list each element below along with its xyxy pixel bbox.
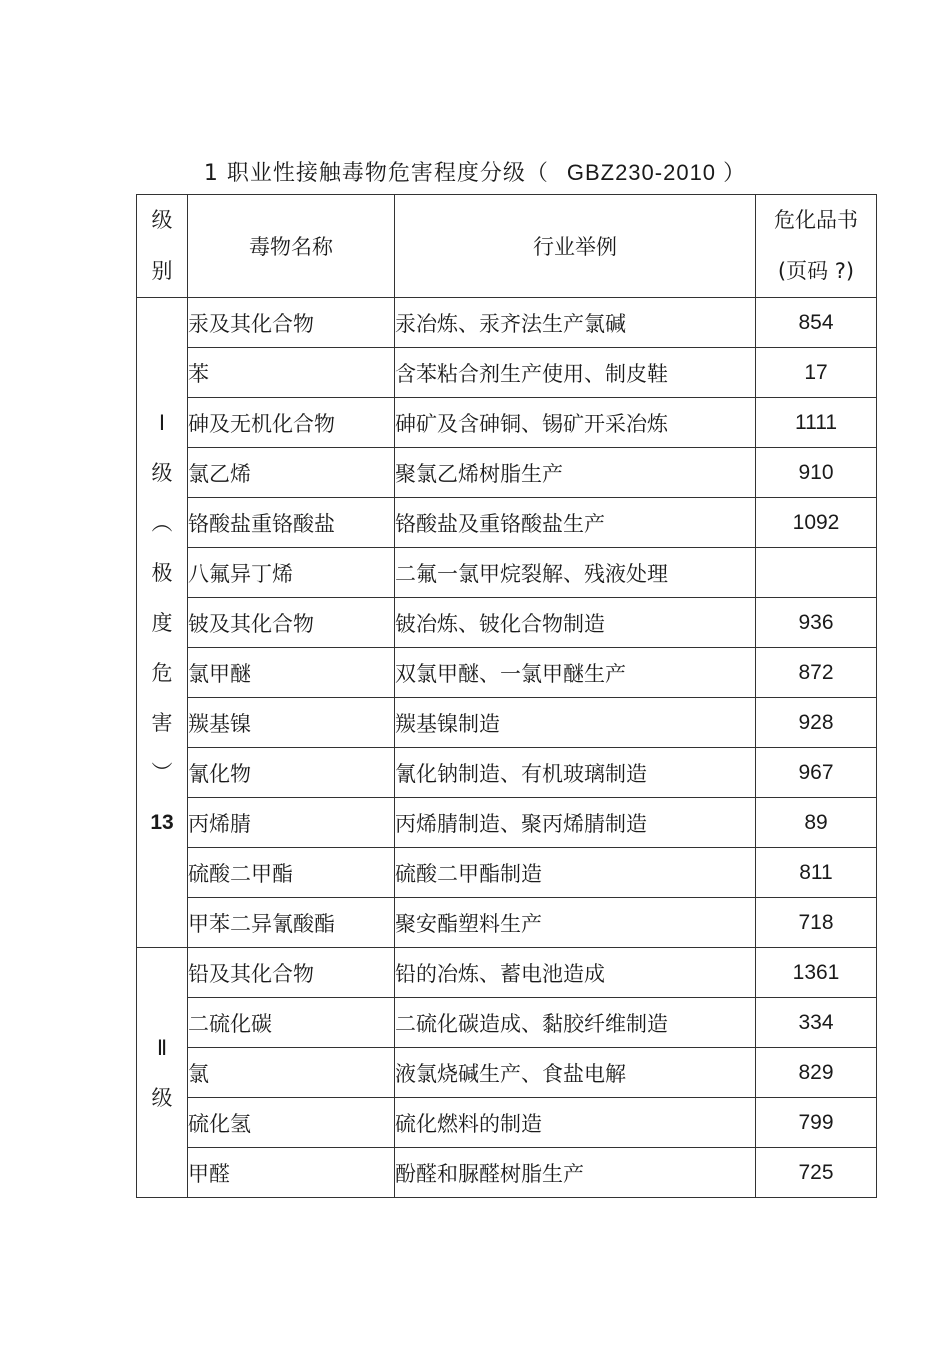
header-level-line2: 别 bbox=[151, 259, 173, 283]
page-number-cell: 725 bbox=[756, 1148, 877, 1198]
toxicant-name-cell: 二硫化碳 bbox=[188, 998, 395, 1048]
level-cell bbox=[137, 948, 188, 1198]
industry-example-cell: 砷矿及含砷铜、锡矿开采冶炼 bbox=[395, 398, 756, 448]
industry-example-cell: 酚醛和脲醛树脂生产 bbox=[395, 1148, 756, 1198]
toxicant-name-cell: 硫酸二甲酯 bbox=[188, 848, 395, 898]
table-row bbox=[137, 798, 877, 848]
toxicant-name-cell: 铅及其化合物 bbox=[188, 948, 395, 998]
header-level bbox=[137, 195, 188, 298]
level-label bbox=[137, 1023, 187, 1123]
page-number-cell: 1361 bbox=[756, 948, 877, 998]
industry-example-cell: 氰化钠制造、有机玻璃制造 bbox=[395, 748, 756, 798]
header-row bbox=[137, 195, 877, 298]
toxicant-name-cell: 羰基镍 bbox=[188, 698, 395, 748]
page-number-cell: 967 bbox=[756, 748, 877, 798]
industry-example-cell: 羰基镍制造 bbox=[395, 698, 756, 748]
page-number-cell: 718 bbox=[756, 898, 877, 948]
page-number-cell: 811 bbox=[756, 848, 877, 898]
page-number-cell bbox=[756, 548, 877, 598]
table-row bbox=[137, 898, 877, 948]
industry-example-cell: 铅的冶炼、蓄电池造成 bbox=[395, 948, 756, 998]
level-char: ︶ bbox=[151, 760, 173, 785]
document-title bbox=[0, 156, 950, 187]
table-row bbox=[137, 298, 877, 348]
table-row bbox=[137, 1148, 877, 1198]
level-char: 级 bbox=[151, 1085, 173, 1110]
page-number-cell: 89 bbox=[756, 798, 877, 848]
level-char: 极 bbox=[151, 560, 173, 585]
page-number-cell: 936 bbox=[756, 598, 877, 648]
toxicant-name-cell: 铍及其化合物 bbox=[188, 598, 395, 648]
table-row bbox=[137, 698, 877, 748]
header-page-line2: (页码 ?) bbox=[777, 259, 855, 283]
industry-example-cell: 硫化燃料的制造 bbox=[395, 1098, 756, 1148]
industry-example-cell: 二硫化碳造成、黏胶纤维制造 bbox=[395, 998, 756, 1048]
toxicant-name-cell: 硫化氢 bbox=[188, 1098, 395, 1148]
industry-example-cell: 硫酸二甲酯制造 bbox=[395, 848, 756, 898]
industry-example-cell: 汞冶炼、汞齐法生产氯碱 bbox=[395, 298, 756, 348]
page-number-cell: 854 bbox=[756, 298, 877, 348]
industry-example-cell: 铬酸盐及重铬酸盐生产 bbox=[395, 498, 756, 548]
table-row bbox=[137, 448, 877, 498]
header-page bbox=[756, 195, 877, 298]
level-char: Ⅱ bbox=[156, 1035, 168, 1060]
toxicant-name-cell: 苯 bbox=[188, 348, 395, 398]
toxicant-name-cell: 铬酸盐重铬酸盐 bbox=[188, 498, 395, 548]
industry-example-cell: 双氯甲醚、一氯甲醚生产 bbox=[395, 648, 756, 698]
table-row bbox=[137, 748, 877, 798]
industry-example-cell: 丙烯腈制造、聚丙烯腈制造 bbox=[395, 798, 756, 848]
table-row bbox=[137, 848, 877, 898]
toxicant-name-cell: 砷及无机化合物 bbox=[188, 398, 395, 448]
table-body bbox=[137, 298, 877, 1198]
industry-example-cell: 聚安酯塑料生产 bbox=[395, 898, 756, 948]
toxicant-name-cell: 汞及其化合物 bbox=[188, 298, 395, 348]
toxicant-name-cell: 氯甲醚 bbox=[188, 648, 395, 698]
level-char: 度 bbox=[151, 610, 173, 635]
toxicant-name-cell: 八氟异丁烯 bbox=[188, 548, 395, 598]
table-row bbox=[137, 948, 877, 998]
table-row bbox=[137, 1048, 877, 1098]
header-example: 行业举例 bbox=[395, 195, 756, 298]
level-count: 13 bbox=[150, 810, 174, 834]
toxicant-name-cell: 氯乙烯 bbox=[188, 448, 395, 498]
table-row bbox=[137, 348, 877, 398]
title-code: GBZ230-2010 ） bbox=[566, 160, 747, 185]
header-page-line1: 危化品书 bbox=[774, 208, 858, 232]
page-number-cell: 829 bbox=[756, 1048, 877, 1098]
industry-example-cell: 二氟一氯甲烷裂解、残液处理 bbox=[395, 548, 756, 598]
industry-example-cell: 液氯烧碱生产、食盐电解 bbox=[395, 1048, 756, 1098]
header-level-line1: 级 bbox=[151, 208, 173, 232]
level-char: Ⅰ bbox=[158, 410, 166, 435]
header-name: 毒物名称 bbox=[188, 195, 395, 298]
level-char: 危 bbox=[151, 660, 173, 685]
page-number-cell: 799 bbox=[756, 1098, 877, 1148]
title-text: 1 职业性接触毒物危害程度分级（ bbox=[203, 161, 549, 186]
table-row bbox=[137, 648, 877, 698]
page-number-cell: 1092 bbox=[756, 498, 877, 548]
table-row bbox=[137, 398, 877, 448]
toxicant-name-cell: 氯 bbox=[188, 1048, 395, 1098]
level-char: 级 bbox=[151, 460, 173, 485]
table-row bbox=[137, 598, 877, 648]
level-label bbox=[137, 398, 187, 848]
industry-example-cell: 铍冶炼、铍化合物制造 bbox=[395, 598, 756, 648]
industry-example-cell: 聚氯乙烯树脂生产 bbox=[395, 448, 756, 498]
industry-example-cell: 含苯粘合剂生产使用、制皮鞋 bbox=[395, 348, 756, 398]
toxicant-name-cell: 丙烯腈 bbox=[188, 798, 395, 848]
table-row bbox=[137, 498, 877, 548]
toxicity-table bbox=[136, 194, 877, 1198]
table-row bbox=[137, 1098, 877, 1148]
level-char: ︵ bbox=[151, 510, 173, 535]
toxicant-name-cell: 甲醛 bbox=[188, 1148, 395, 1198]
page-number-cell: 910 bbox=[756, 448, 877, 498]
toxicant-name-cell: 氰化物 bbox=[188, 748, 395, 798]
page-number-cell: 334 bbox=[756, 998, 877, 1048]
page-number-cell: 17 bbox=[756, 348, 877, 398]
table-row bbox=[137, 998, 877, 1048]
page-number-cell: 928 bbox=[756, 698, 877, 748]
toxicant-name-cell: 甲苯二异氰酸酯 bbox=[188, 898, 395, 948]
page-number-cell: 1111 bbox=[756, 398, 877, 448]
page-number-cell: 872 bbox=[756, 648, 877, 698]
level-cell bbox=[137, 298, 188, 948]
level-char: 害 bbox=[151, 710, 173, 735]
table-row bbox=[137, 548, 877, 598]
